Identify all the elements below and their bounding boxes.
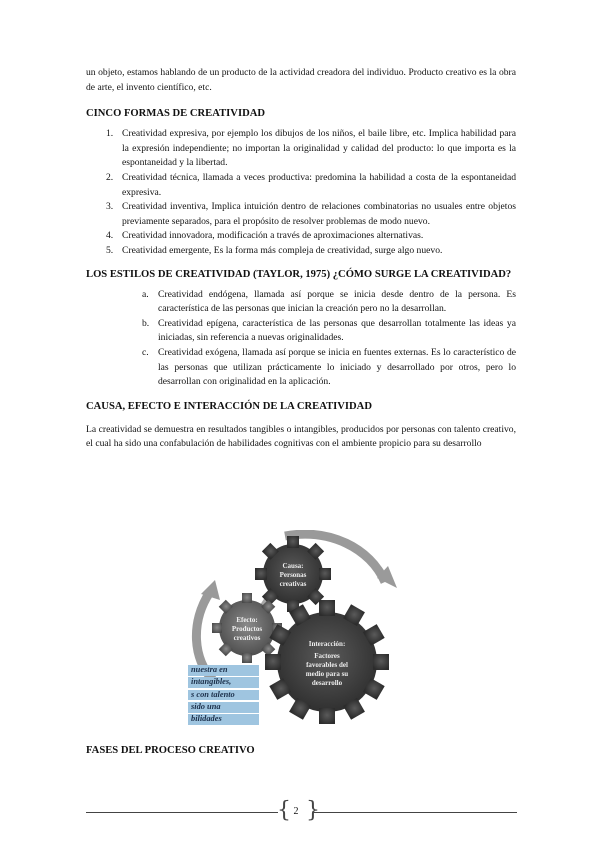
footer-divider-left [86,812,278,813]
svg-text:Interacción:: Interacción: [308,640,346,648]
heading-cinco-formas: CINCO FORMAS DE CREATIVIDAD [86,108,266,120]
svg-text:favorables del: favorables del [306,661,348,669]
svg-text:medio para su: medio para su [305,670,349,678]
heading-fases: FASES DEL PROCESO CREATIVO [86,745,255,756]
heading-estilos: LOS ESTILOS DE CREATIVIDAD (TAYLOR, 1975) ¿CÓMO SURGE LA CREATIVIDAD? [86,268,512,280]
svg-text:creativas: creativas [279,580,307,588]
list-item: 3. Creatividad inventiva, Implica intuición dentro de relaciones combinatorias no usuales entre objetos previamente separados, para el propósito de resolver problemas de modo nuevo. [106,201,516,227]
list-estilos [86,288,516,390]
page-number: 2 [293,806,299,817]
highlight-line: bilidades [188,714,259,725]
footer-divider-right [313,812,517,813]
page-body [86,66,516,452]
footer-brace-left: { [277,798,291,823]
highlight-line: s con talento [188,690,259,701]
svg-text:Causa:: Causa: [282,562,304,570]
list-item: 2. Creatividad técnica, llamada a veces productiva: predomina la habilidad a costa de la espontaneidad expresiva. [106,171,516,198]
highlight-line: intangibles, [188,677,259,688]
list-item: a. Creatividad endógena, llamada así porque se inicia desde dentro de la persona. Es característica de las personas que inician la creación pero no la desarrollan. [142,288,516,315]
intro-paragraph: un objeto, estamos hablando de un producto de la actividad creadora del individuo. Producto creativo es la obra de arte, el invento científico, etc. [86,67,516,93]
causa-paragraph: La creatividad se demuestra en resultados tangibles o intangibles, producidos por personas con talento creativo, el cual ha sido una confabulación de habilidades cognitivas con el ambiente propicio para su desarrollo [86,423,516,450]
svg-text:Factores: Factores [314,652,340,660]
highlight-line: nuestra en [188,665,259,676]
svg-text:desarrollo: desarrollo [311,679,343,687]
svg-text:Productos: Productos [231,625,263,633]
gear-interaccion [265,600,389,724]
svg-text:Efecto:: Efecto: [236,616,258,624]
svg-text:creativos: creativos [233,634,261,642]
list-item: 5. Creatividad emergente, Es la forma más compleja de creatividad, surge algo nuevo. [106,244,443,256]
list-item: 4. Creatividad innovadora, modificación a través de aproximaciones alternativas. [106,230,424,242]
highlighted-text-fragment [188,665,266,733]
list-item: c. Creatividad exógena, llamada así porque se inicia en fuentes externas. Es lo característico de las personas que utilizan prácticamente lo iniciado y desarrollado por otros, pero lo desarrollan con originalidad en la aplicación. [142,346,516,388]
highlight-line: sido una [188,702,259,713]
gear-efecto [212,593,282,663]
svg-text:Personas: Personas [279,571,307,579]
list-cinco-formas [86,127,516,258]
list-item: 1. Creatividad expresiva, por ejemplo los dibujos de los niños, el baile libre, etc. Implica habilidad para la expresión independiente; no importan la originalidad y calidad del producto: lo que importa es la espontaneidad y la libertad. [106,128,516,169]
footer-brace-right: } [306,798,320,823]
creativity-gears-figure [135,530,425,736]
heading-causa-efecto: CAUSA, EFECTO E INTERACCIÓN DE LA CREATIVIDAD [86,400,372,412]
list-item: b. Creatividad epígena, característica de las personas que desarrollan totalmente las ideas ya iniciadas, sin referencia a nuevas originalidades. [142,317,516,344]
